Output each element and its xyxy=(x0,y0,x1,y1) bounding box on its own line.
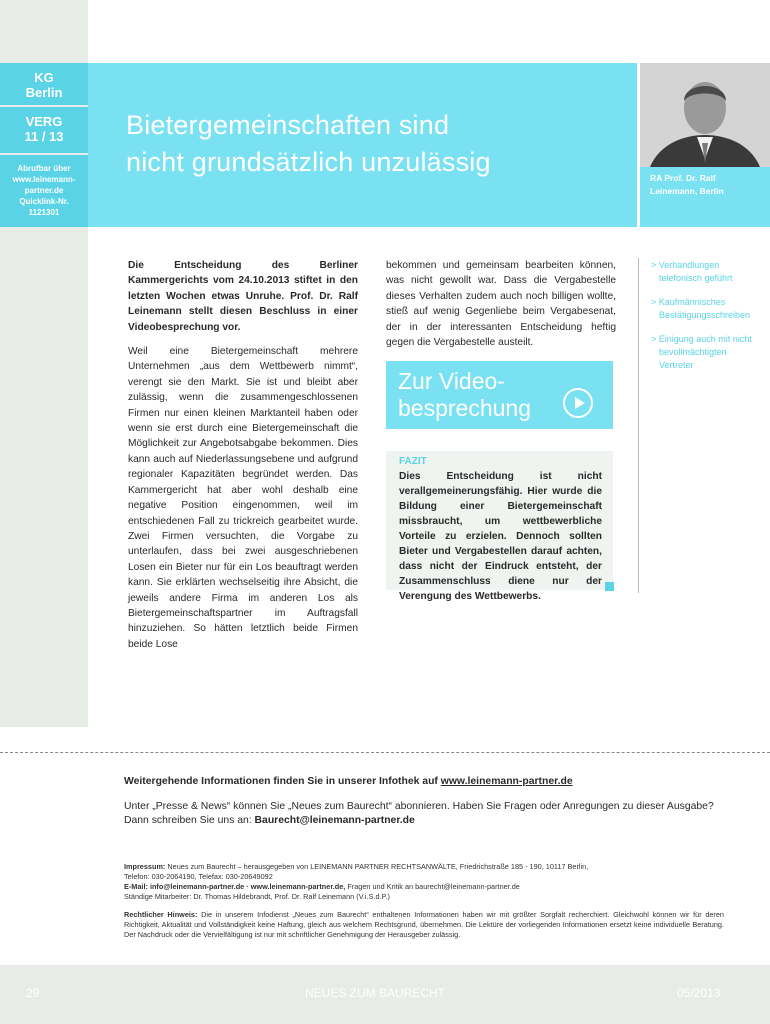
impressum-text: Neues zum Baurecht – herausgegeben von LEINEMANN PARTNER RECHTSANWÄLTE, Friedrichstraße 185 - 190, 10117 Berlin, xyxy=(165,862,589,871)
impressum-staff: Ständige Mitarbeiter: Dr. Thomas Hildebrandt, Prof. Dr. Ralf Leinemann (V.i.S.d.P.) xyxy=(124,892,390,901)
conclusion-corner-mark xyxy=(605,582,614,591)
conclusion-text: Dies Entscheidung ist nicht verallgemeinerungsfähig. Hier wurde die Bildung einer Bietergemeinschaft missbraucht, um wettbewerbliche Vorteile zu erzielen. Dennoch sollten Bieter und Vergabestellen darauf achten, dass nicht der Eindruck entsteht, der Zusammenschluss diene nur der Verengung des Wettbewerbs. xyxy=(399,471,602,602)
portrait-image xyxy=(640,63,770,167)
lead-paragraph: Die Entscheidung des Berliner Kammergerichts vom 24.10.2013 stiftet in den letzten Wochen etwas Unruhe. Prof. Dr. Ralf Leinemann stellt diesen Beschluss in einer Videobesprechung vor. xyxy=(128,260,358,333)
impressum-phone: Telefon: 030-2064190, Telefax: 030-20649092 xyxy=(124,872,273,881)
author-portrait xyxy=(640,63,770,167)
column-divider xyxy=(638,258,639,593)
conclusion-label: FAZIT xyxy=(399,456,427,467)
video-label-line-2: besprechung xyxy=(398,395,531,421)
article-title xyxy=(126,107,491,181)
conclusion-box xyxy=(386,451,613,602)
legal-notice-label: Rechtlicher Hinweis: xyxy=(124,910,198,919)
quicklink-line: partner.de xyxy=(24,186,64,195)
impressum-label: Impressum: xyxy=(124,862,166,871)
author-line-2: Leinemann, Berlin xyxy=(650,186,724,196)
court-city: Berlin xyxy=(25,85,63,100)
impressum-email[interactable]: E-Mail: info@leinemann-partner.de · www.leinemann-partner.de, xyxy=(124,882,346,891)
court-badge xyxy=(0,63,88,105)
contact-text: Dann schreiben Sie uns an: xyxy=(124,815,255,826)
case-type: VERG xyxy=(25,114,63,129)
related-link[interactable]: > Kaufmännisches Bestätigungsschreiben xyxy=(651,297,751,320)
title-line-1: Bietergemeinschaften sind xyxy=(126,110,450,140)
page-number: 29 xyxy=(26,986,40,1000)
website-link[interactable]: www.leinemann-partner.de xyxy=(440,776,573,787)
page-footer xyxy=(0,965,770,1024)
contact-email-link[interactable]: Baurecht@leinemann-partner.de xyxy=(254,815,415,826)
impressum xyxy=(124,862,724,902)
issue-date: 05/2013 xyxy=(677,986,721,1000)
related-links xyxy=(651,259,761,383)
case-number: 11 / 13 xyxy=(24,129,64,144)
legal-notice xyxy=(124,910,724,940)
article-column-2 xyxy=(386,258,616,359)
title-line-2: nicht grundsätzlich unzulässig xyxy=(126,147,491,177)
video-label-line-1: Zur Video- xyxy=(398,368,505,394)
author-name xyxy=(650,172,724,198)
quicklink-line: Quicklink-Nr. xyxy=(19,197,69,206)
quicklink-number: 1121301 xyxy=(28,208,60,217)
case-number-badge xyxy=(0,107,88,153)
legal-notice-text: Die in unserem Infodienst „Neues zum Baurecht“ enthaltenen Informationen haben wir mit größter Sorgfalt recherchiert. Gleichwohl können wir für deren Richtigkeit, Aktualität und Vollständigkeit keine Haftung, gleich aus welchem Rechtsgrund, übernehmen. Die Lektüre der vorliegenden Informationen ersetzt keine individuelle Beratung. Der Nachdruck oder die Vervielfältigung ist nur mit schriftlicher Genehmigung der Herausgeber zulässig. xyxy=(124,910,724,939)
subscribe-notice xyxy=(124,800,714,828)
article-column-1 xyxy=(128,258,358,661)
infothek-text: Weitergehende Informationen finden Sie in unserer Infothek auf xyxy=(124,776,441,787)
quicklink-line: Abrufbar über xyxy=(17,164,71,173)
infothek-notice xyxy=(124,775,573,789)
play-icon[interactable] xyxy=(563,388,593,418)
impressum-feedback: Fragen und Kritik an baurecht@leinemann-partner.de xyxy=(345,882,520,891)
divider-dashed xyxy=(0,752,770,753)
related-link[interactable]: > Verhandlungen telefonisch geführt xyxy=(651,260,733,283)
body-paragraph: Weil eine Bietergemeinschaft mehrere Unternehmen „aus dem Wettbewerb nimmt“, verengt sie den Markt. Sie ist und bleibt aber zulässig, wenn die zusammengeschlossenen Firmen nur einen kleinen Marktanteil haben oder wenn sie erst durch eine Bietergemeinschaft die Möglichkeit zur Angebotsabgabe bekommen. Dies kann auch auf Niederlassungsebene und aufgrund regionaler Kapazitäten begründet werden. Das Kammergericht hat aber wohl deshalb eine negative Position eingenommen, weil im entschiedenen Fall zu trickreich gearbeitet wurde. Zwei Firmen versuchten, die Vorgabe zu unterlaufen, dass bei zwei ausgeschriebenen Losen ein Bieter nur für ein Los beauftragt werden kann. Sie erklärten wechselseitig ihre Absicht, die jeweils andere Firma im anderen Los als Bietergemeinschaftspartner im Auftragsfall hinzuziehen. So hätten letztlich beide Firmen beide Lose xyxy=(128,346,358,650)
video-button-label xyxy=(398,368,531,422)
title-banner xyxy=(88,63,637,227)
quicklink-info xyxy=(0,155,88,227)
body-paragraph-continued: bekommen und gemeinsam bearbeiten können, was nicht gewollt war. Dass die Vergabestelle dieses Verhalten zudem auch noch billigen wollte, stieß auf wenig Gegenliebe beim Vergabesenat, der in der interessanten Entscheidung heftig gegen die Vergabestelle austeilt. xyxy=(386,260,616,349)
quicklink-line: www.leinemann- xyxy=(12,175,76,184)
subscribe-text: Unter „Presse & News“ können Sie „Neues zum Baurecht“ abonnieren. Haben Sie Fragen oder Anregungen zu dieser Ausgabe? xyxy=(124,801,714,812)
related-link[interactable]: > Einigung auch mit nicht bevollmächtigten Vertreter xyxy=(651,334,752,370)
court-name: KG xyxy=(34,70,54,85)
video-review-button[interactable] xyxy=(386,361,613,429)
publication-title: NEUES ZUM BAURECHT xyxy=(305,986,446,1000)
author-line-1: RA Prof. Dr. Ralf xyxy=(650,173,716,183)
